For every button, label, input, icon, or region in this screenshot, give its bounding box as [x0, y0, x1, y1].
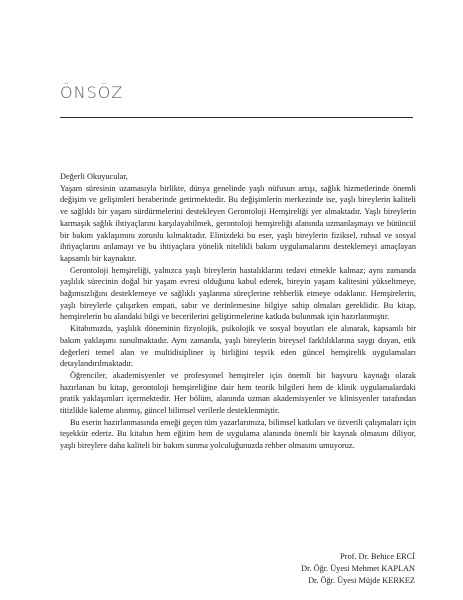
page-title: ÖNSÖZ [60, 83, 124, 102]
signature-author-1: Prof. Dr. Behice ERCİ [340, 552, 415, 561]
signature-author-2: Dr. Öğr. Üyesi Mehmet KAPLAN [301, 564, 415, 574]
preface-body [60, 171, 416, 452]
paragraph-4: Öğrenciler, akademisyenler ve profesyonel hemşireler için önemli bir başvuru kaynağı olarak hazırlanan bu kitap, gerontoloji hemşireliğine dair hem teorik bilgileri hem de klinik uygulamalardaki pratik yaklaşımları içermektedir. Her bölüm, alanında uzman akademisyenler ve klinisyenler tarafından titizlikle kaleme alınmış, güncel bilimsel verilerle desteklenmiştir. [60, 370, 416, 416]
greeting: Değerli Okuyucular, [60, 172, 128, 181]
signature-block [301, 551, 415, 588]
paragraph-3: Kitabımızda, yaşlılık döneminin fizyolojik, psikolojik ve sosyal boyutları ele alınarak, kapsamlı bir bakım yaklaşımı sunulmaktadır. Aynı zamanda, yaşlı bireylerin bireysel farklılıklarına saygı duyan, etik değerleri temel alan ve multidisipliner iş birliğini teşvik eden güncel hemşirelik uygulamaları detaylandırılmaktadır. [60, 324, 416, 369]
paragraph-1: Yaşam süresinin uzamasıyla birlikte, dünya genelinde yaşlı nüfusun artışı, sağlık hizmetlerinde önemli değişim ve gelişimleri beraberinde getirmektedir. Bu değişimlerin merkezinde ise, yaşlı bireylerin kaliteli ve sağlıklı bir yaşam sürdürmelerini destekleyen Gerontoloji Hemşireliği yer almaktadır. Yaşlı bireylerin karmaşık sağlık ihtiyaçlarını karşılayabilmek, gerontoloji hemşireliği alanında uzmanlaşmayı ve bütüncül bir bakım yaklaşımını zorunlu kılmaktadır. Elinizdeki bu eser, yaşlı bireylerin fiziksel, ruhsal ve sosyal ihtiyaçlarını anlamayı ve bu ihtiyaçlara yönelik nitelikli bakım uygulamalarını desteklemeyi amaçlayan kapsamlı bir kaynaktır. [60, 183, 416, 263]
paragraph-2: Gerontoloji hemşireliği, yalnızca yaşlı bireylerin hastalıklarını tedavi etmekle kalmaz; aynı zamanda yaşlılık sürecinin doğal bir yaşam evresi olduğunu kabul ederek, bireyin yaşam kalitesini yükseltmeye, bağımsızlığını desteklemeye ve sağlıklı yaşlanma süreçlerine rehberlik etmeye odaklanır. Hemşirelerin, yaşlı bireylerle çalışırken empati, sabır ve derinlemesine bilgiye sahip olmaları gereklidir. Bu kitap, hemşirelerin bu alandaki bilgi ve becerilerini geliştirmelerine katkıda bulunmak için hazırlanmıştır. [60, 265, 416, 322]
signature-author-3: Dr. Öğr. Üyesi Müjde KERKEZ [308, 576, 415, 586]
title-divider [60, 117, 413, 118]
paragraph-5: Bu eserin hazırlanmasında emeği geçen tüm yazarlarımıza, bilimsel katkıları ve özverili çalışmaları için teşekkür ederiz. Bu kitabın hem eğitim hem de uygulama alanında önemli bir kaynak olmasını diliyor, yaşlı bireylere daha kaliteli bir bakım sunma yolculuğunuzda rehber olmasını umuyoruz. [60, 417, 416, 451]
